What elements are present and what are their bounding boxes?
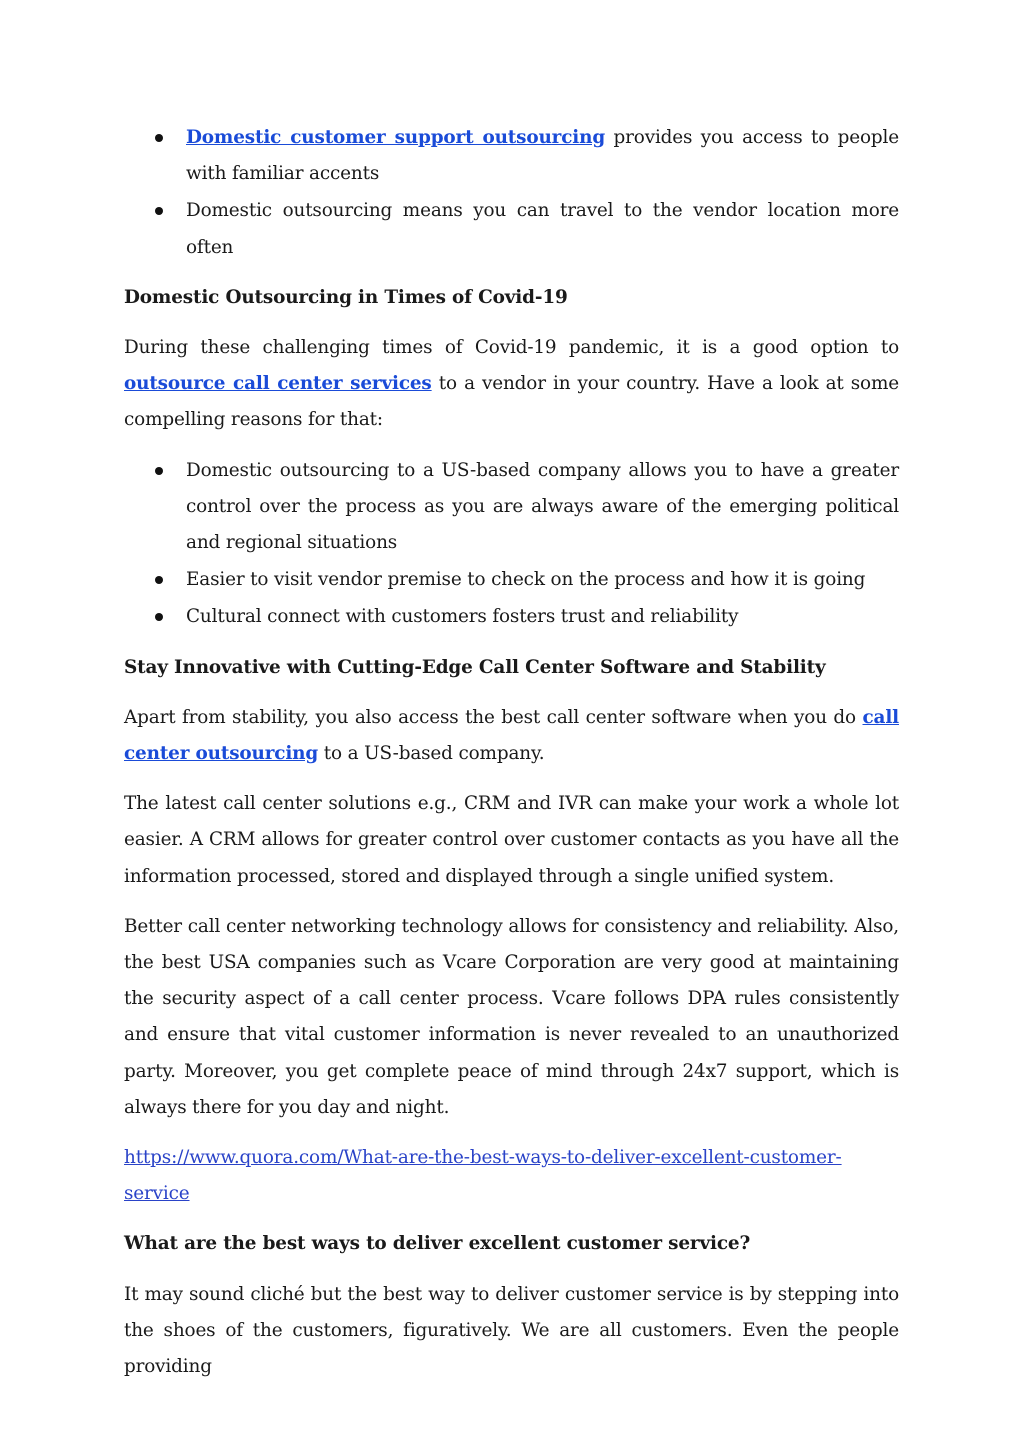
paragraph-stability bbox=[124, 700, 899, 772]
paragraph-text: During these challenging times of Covid-19 pandemic, it is a good option to bbox=[124, 337, 899, 359]
list-item-text: Cultural connect with customers fosters trust and reliability bbox=[186, 606, 739, 628]
list-item-text: Domestic outsourcing to a US-based company allows you to have a greater control over the process as you are always aware of the emerging political and regional situations bbox=[186, 459, 899, 554]
document-body bbox=[124, 120, 899, 1399]
paragraph-covid bbox=[124, 330, 899, 439]
paragraph-text: to a US-based company. bbox=[318, 743, 545, 765]
list-item bbox=[124, 562, 899, 598]
paragraph-text: to a vendor in your country. Have a look at some compelling reasons for that: bbox=[124, 373, 900, 431]
bullet-icon bbox=[155, 207, 163, 215]
url-line-2: service bbox=[124, 1183, 190, 1205]
bullet-icon bbox=[155, 134, 163, 142]
quora-url-link[interactable] bbox=[124, 1147, 842, 1204]
section-heading-covid: Domestic Outsourcing in Times of Covid-19 bbox=[124, 286, 568, 308]
bullet-list-reasons bbox=[124, 453, 899, 636]
outsource-call-center-link[interactable]: outsource call center services bbox=[124, 373, 432, 395]
paragraph-text: Apart from stability, you also access the best call center software when you do bbox=[124, 706, 863, 728]
list-item-text: Easier to visit vendor premise to check on the process and how it is going bbox=[186, 569, 866, 591]
call-center-outsourcing-link[interactable]: call center outsourcing bbox=[124, 706, 899, 765]
list-item bbox=[124, 599, 899, 635]
section-heading-innovative: Stay Innovative with Cutting-Edge Call Center Software and Stability bbox=[124, 656, 826, 678]
list-item-text: provides you access to people with familiar accents bbox=[186, 127, 900, 185]
bullet-list-top bbox=[124, 120, 899, 266]
domestic-support-outsourcing-link[interactable]: Domestic customer support outsourcing bbox=[186, 127, 606, 148]
quora-url-paragraph bbox=[124, 1140, 899, 1212]
paragraph-crm: The latest call center solutions e.g., CRM and IVR can make your work a whole lot easier. A CRM allows for greater control over customer contacts as you have all the information processed, stored and displayed through a single unified system. bbox=[124, 793, 899, 887]
list-item bbox=[124, 453, 899, 562]
bullet-icon bbox=[155, 613, 163, 621]
bullet-icon bbox=[155, 467, 163, 475]
paragraph-networking: Better call center networking technology allows for consistency and reliability. Also, the best USA companies such as Vcare Corporation are very good at maintaining the security aspect of a call center process. Vcare follows DPA rules consistently and ensure that vital customer information is never revealed to an unauthorized party. Moreover, you get complete peace of mind through 24x7 support, which is always there for you day and night. bbox=[124, 915, 899, 1118]
paragraph-customer-service: It may sound cliché but the best way to deliver customer service is by stepping into the shoes of the customers, figuratively. We are all customers. Even the people providing bbox=[124, 1283, 899, 1378]
list-item bbox=[124, 193, 899, 265]
list-item bbox=[124, 120, 899, 192]
url-line-1: https://www.quora.com/What-are-the-best-ways-to-deliver-excellent-customer- bbox=[124, 1147, 842, 1169]
list-item-text: Domestic outsourcing means you can travel to the vendor location more often bbox=[186, 200, 899, 258]
section-heading-best-ways: What are the best ways to deliver excellent customer service? bbox=[124, 1233, 751, 1255]
bullet-icon bbox=[155, 576, 163, 584]
